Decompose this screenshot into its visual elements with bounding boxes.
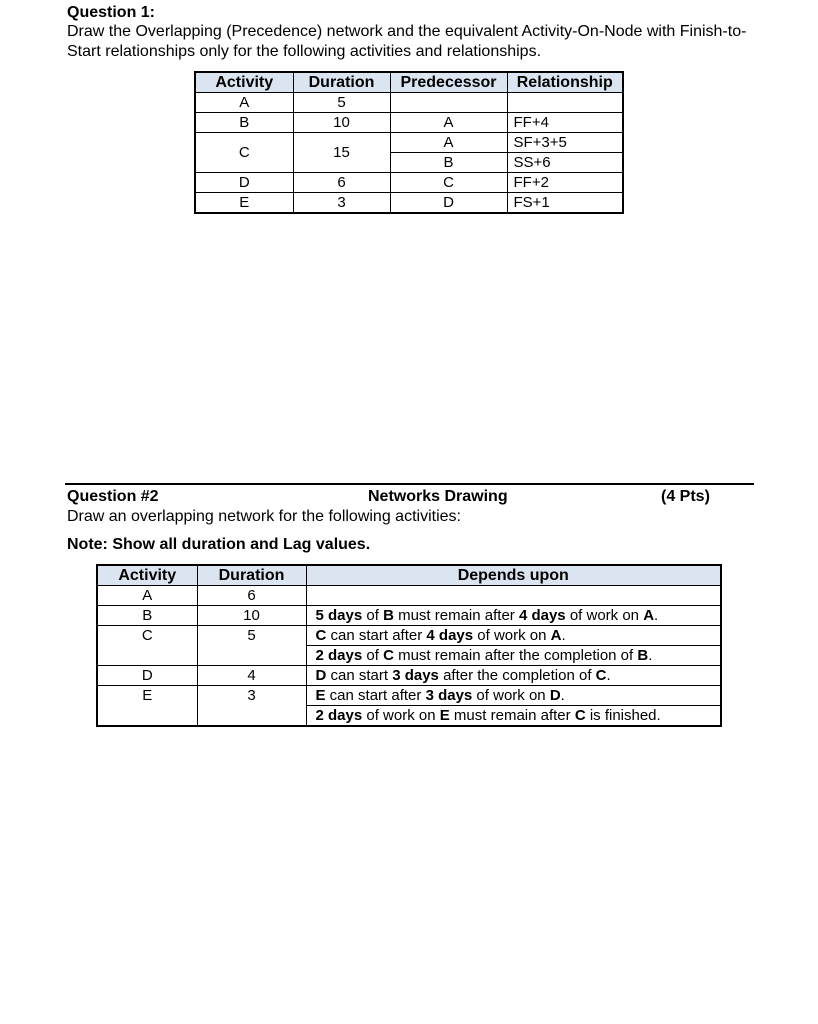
header-predecessor: Predecessor — [390, 72, 507, 93]
text-segment: . — [561, 627, 566, 644]
duration-cell: 3 — [293, 193, 390, 214]
emphasis-text: A — [550, 627, 562, 644]
header-depends-upon: Depends upon — [306, 565, 721, 586]
activity-cell — [97, 706, 197, 727]
predecessor-cell — [390, 93, 507, 113]
table-row — [97, 606, 721, 626]
activity-cell: A — [195, 93, 293, 113]
text-segment: can start — [326, 667, 393, 684]
duration-cell: 15 — [293, 133, 390, 173]
duration-cell: 3 — [197, 686, 306, 706]
emphasis-text: A — [643, 607, 655, 624]
question-1-table — [194, 71, 624, 214]
activity-cell: E — [97, 686, 197, 706]
table-row — [195, 173, 623, 193]
question-2-table-body — [97, 586, 721, 727]
relationship-cell: SS+6 — [507, 153, 623, 173]
emphasis-text: C — [315, 627, 327, 644]
activity-cell: C — [97, 626, 197, 646]
relationship-cell — [507, 93, 623, 113]
activity-cell: E — [195, 193, 293, 214]
emphasis-text: 3 days — [425, 687, 473, 704]
question-2-points: (4 Pts) — [661, 488, 710, 505]
duration-cell: 6 — [197, 586, 306, 606]
emphasis-text: 2 days — [315, 647, 363, 664]
question-2-heading: Networks Drawing — [368, 488, 508, 505]
activity-cell: D — [97, 666, 197, 686]
text-segment: of work on — [565, 607, 644, 624]
text-segment: of work on — [362, 707, 440, 724]
duration-cell: 6 — [293, 173, 390, 193]
table-row — [97, 686, 721, 706]
emphasis-text: C — [574, 707, 586, 724]
question-2-table — [96, 564, 722, 727]
duration-cell — [197, 646, 306, 666]
depends-upon-cell — [306, 666, 721, 686]
table-row — [97, 646, 721, 666]
section-divider — [65, 483, 754, 485]
text-segment: . — [560, 687, 565, 704]
table-header-row — [97, 565, 721, 586]
duration-cell: 5 — [197, 626, 306, 646]
text-segment: . — [648, 647, 653, 664]
duration-cell: 10 — [197, 606, 306, 626]
table-header-row — [195, 72, 623, 93]
text-segment: must remain after — [393, 607, 519, 624]
emphasis-text: D — [549, 687, 561, 704]
table-row — [97, 626, 721, 646]
question-1-title: Question 1: — [67, 4, 156, 21]
emphasis-text: B — [637, 647, 649, 664]
emphasis-text: D — [315, 667, 327, 684]
depends-upon-cell — [306, 626, 721, 646]
question-1-instruction: Draw the Overlapping (Precedence) network and the equivalent Activity-On-Node with Finish-to-Start relationships only for the following activities and relationships. — [67, 23, 747, 60]
text-segment: can start after — [325, 687, 426, 704]
header-duration: Duration — [197, 565, 306, 586]
depends-upon-cell — [306, 606, 721, 626]
text-segment: must remain after the completion of — [393, 647, 638, 664]
text-segment: of — [362, 647, 384, 664]
duration-cell: 5 — [293, 93, 390, 113]
duration-cell — [197, 706, 306, 727]
question-2-instruction: Draw an overlapping network for the following activities: — [67, 508, 461, 525]
table-row — [97, 666, 721, 686]
duration-cell: 4 — [197, 666, 306, 686]
activity-cell: B — [195, 113, 293, 133]
relationship-cell: FF+2 — [507, 173, 623, 193]
emphasis-text: 2 days — [315, 707, 363, 724]
text-segment: of work on — [473, 627, 551, 644]
predecessor-cell: A — [390, 113, 507, 133]
text-segment: . — [606, 667, 611, 684]
emphasis-text: E — [439, 707, 450, 724]
header-activity: Activity — [195, 72, 293, 93]
text-segment: . — [654, 607, 659, 624]
emphasis-text: 5 days — [315, 607, 363, 624]
duration-cell: 10 — [293, 113, 390, 133]
header-relationship: Relationship — [507, 72, 623, 93]
text-segment: can start after — [326, 627, 427, 644]
predecessor-cell: B — [390, 153, 507, 173]
emphasis-text: B — [383, 607, 394, 624]
activity-cell: B — [97, 606, 197, 626]
predecessor-cell: C — [390, 173, 507, 193]
text-segment: must remain after — [449, 707, 575, 724]
table-row — [195, 133, 623, 153]
emphasis-text: E — [315, 687, 326, 704]
activity-cell — [97, 646, 197, 666]
predecessor-cell: A — [390, 133, 507, 153]
depends-upon-cell — [306, 646, 721, 666]
text-segment: of work on — [472, 687, 550, 704]
predecessor-cell: D — [390, 193, 507, 214]
emphasis-text: 4 days — [518, 607, 566, 624]
relationship-cell: SF+3+5 — [507, 133, 623, 153]
relationship-cell: FS+1 — [507, 193, 623, 214]
activity-cell: A — [97, 586, 197, 606]
text-segment: of — [362, 607, 384, 624]
activity-cell: C — [195, 133, 293, 173]
emphasis-text: 4 days — [426, 627, 474, 644]
depends-upon-cell — [306, 686, 721, 706]
table-row — [97, 706, 721, 727]
relationship-cell: FF+4 — [507, 113, 623, 133]
emphasis-text: 3 days — [392, 667, 439, 684]
text-segment: after the completion of — [438, 667, 596, 684]
header-duration: Duration — [293, 72, 390, 93]
emphasis-text: C — [383, 647, 394, 664]
table-row — [195, 93, 623, 113]
depends-upon-cell — [306, 586, 721, 606]
table-row — [195, 113, 623, 133]
text-segment: is finished. — [585, 707, 661, 724]
question-2-title: Question #2 — [67, 488, 159, 505]
depends-upon-cell — [306, 706, 721, 727]
emphasis-text: C — [595, 667, 607, 684]
activity-cell: D — [195, 173, 293, 193]
table-row — [97, 586, 721, 606]
header-activity: Activity — [97, 565, 197, 586]
question-2-note: Note: Show all duration and Lag values. — [67, 536, 371, 553]
table-row — [195, 193, 623, 214]
